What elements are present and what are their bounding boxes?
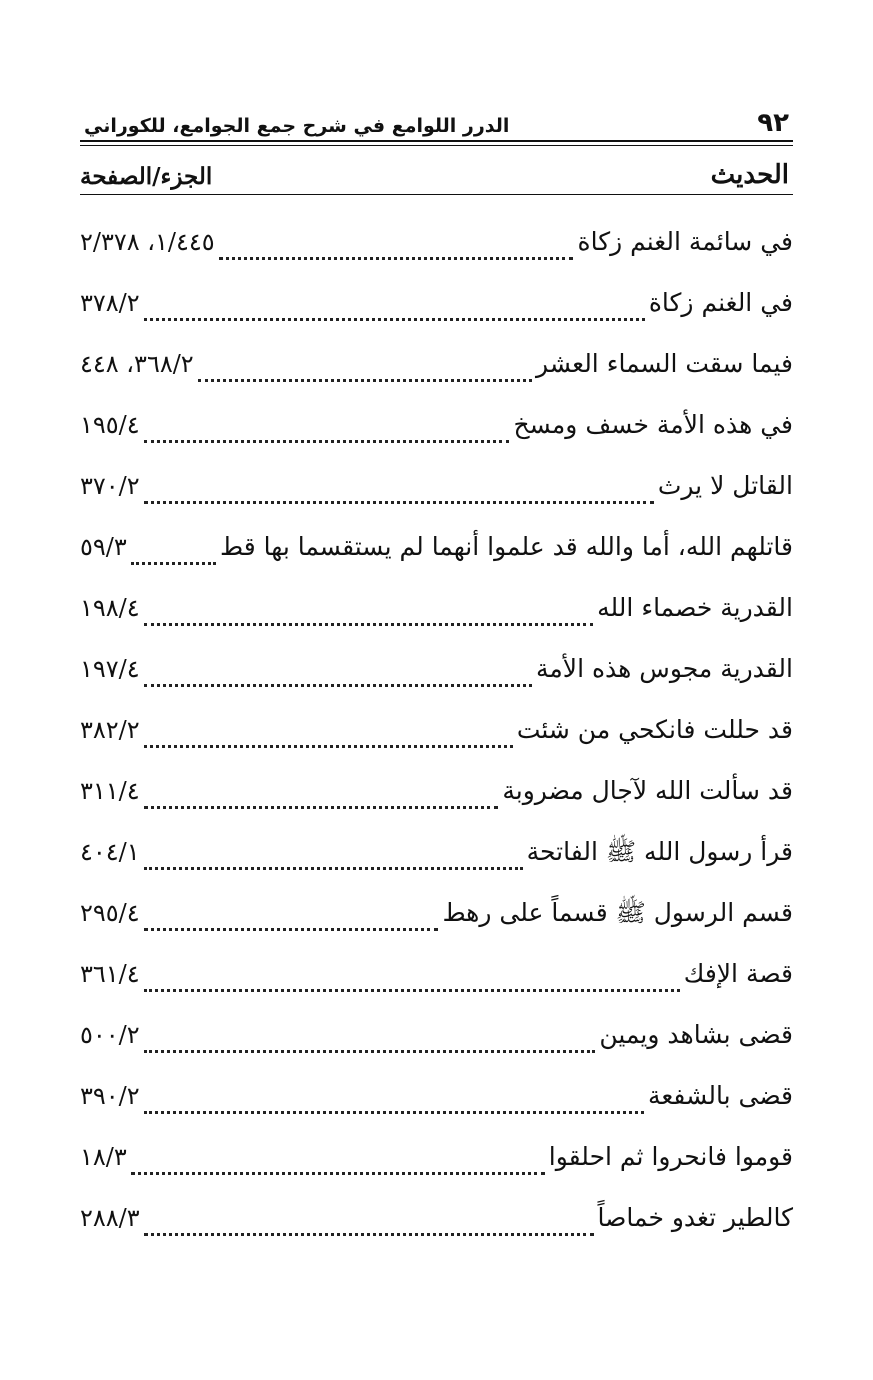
dot-leader — [131, 562, 216, 565]
page-ref: ٣٧٠/٢ — [80, 472, 140, 500]
index-entry — [80, 764, 793, 825]
dot-leader — [144, 501, 654, 504]
page-ref: ١٨/٣ — [80, 1143, 127, 1171]
hadith-text: قصة الإفك — [683, 959, 793, 988]
index-entry — [80, 215, 793, 276]
running-head — [80, 88, 793, 136]
page-ref: ٢٨٨/٣ — [80, 1204, 140, 1232]
dot-leader — [144, 1233, 594, 1236]
index-entry — [80, 703, 793, 764]
hadith-text: قرأ رسول الله ﷺ الفاتحة — [526, 837, 793, 866]
hadith-text: القاتل لا يرث — [657, 471, 793, 500]
hadith-text: القدرية خصماء الله — [597, 593, 793, 622]
column-headers — [80, 146, 793, 190]
hadith-text: قد حللت فانكحي من شئت — [516, 715, 793, 744]
page-ref: ٣٦٨/٢، ٤٤٨ — [80, 350, 194, 378]
index-entry — [80, 337, 793, 398]
page-ref: ٣٦١/٤ — [80, 960, 140, 988]
page-ref: ٣٩٠/٢ — [80, 1082, 140, 1110]
hadith-text: قد سألت الله لآجال مضروبة — [502, 776, 793, 805]
page-ref: ١٩٧/٤ — [80, 655, 140, 683]
dot-leader — [144, 440, 510, 443]
page-ref: ٥٩/٣ — [80, 533, 127, 561]
hadith-index-list — [80, 215, 793, 1252]
index-entry — [80, 825, 793, 886]
index-entry — [80, 947, 793, 1008]
index-entry — [80, 520, 793, 581]
dot-leader — [144, 989, 680, 992]
hadith-text: كالطير تغدو خماصاً — [597, 1203, 793, 1232]
index-entry — [80, 581, 793, 642]
dot-leader — [144, 1050, 596, 1053]
index-entry — [80, 1008, 793, 1069]
column-header-page-ref: الجزء/الصفحة — [80, 163, 213, 190]
page-ref: ١/٤٤٥، ٢/٣٧٨ — [80, 228, 215, 256]
index-entry — [80, 642, 793, 703]
hadith-text: في هذه الأمة خسف ومسخ — [513, 410, 793, 439]
hadith-text: في الغنم زكاة — [648, 288, 793, 317]
page-ref: ٣٧٨/٢ — [80, 289, 140, 317]
dot-leader — [198, 379, 532, 382]
hadith-text: في سائمة الغنم زكاة — [577, 227, 793, 256]
index-entry — [80, 1069, 793, 1130]
book-page — [80, 88, 793, 1252]
index-entry — [80, 886, 793, 947]
hadith-text: قسم الرسول ﷺ قسماً على رهط — [442, 898, 793, 927]
index-entry — [80, 459, 793, 520]
page-ref: ٣١١/٤ — [80, 777, 140, 805]
dot-leader — [144, 1111, 644, 1114]
book-title: الدرر اللوامع في شرح جمع الجوامع، للكوراني — [84, 115, 510, 137]
page-ref: ٣٨٢/٢ — [80, 716, 140, 744]
index-entry — [80, 398, 793, 459]
page-ref: ٥٠٠/٢ — [80, 1021, 140, 1049]
column-header-hadith: الحديث — [710, 160, 789, 190]
page-ref: ٤٠٤/١ — [80, 838, 140, 866]
dot-leader — [144, 806, 499, 809]
dot-leader — [144, 745, 513, 748]
hadith-text: قضى بالشفعة — [647, 1081, 793, 1110]
hadith-text: قضى بشاهد ويمين — [599, 1020, 793, 1049]
index-entry — [80, 276, 793, 337]
dot-leader — [144, 928, 439, 931]
dot-leader — [144, 684, 532, 687]
hadith-text: قاتلهم الله، أما والله قد علموا أنهما لم يستقسما بها قط — [220, 532, 793, 561]
index-entry — [80, 1130, 793, 1191]
column-header-rule — [80, 194, 793, 195]
dot-leader — [144, 623, 593, 626]
index-entry — [80, 1191, 793, 1252]
hadith-text: قوموا فانحروا ثم احلقوا — [548, 1142, 793, 1171]
page-ref: ٢٩٥/٤ — [80, 899, 140, 927]
dot-leader — [144, 867, 523, 870]
dot-leader — [131, 1172, 545, 1175]
hadith-text: القدرية مجوس هذه الأمة — [536, 654, 793, 683]
dot-leader — [144, 318, 645, 321]
hadith-text: فيما سقت السماء العشر — [536, 349, 793, 378]
page-ref: ١٩٨/٤ — [80, 594, 140, 622]
page-ref: ١٩٥/٤ — [80, 411, 140, 439]
dot-leader — [219, 257, 574, 260]
page-number: ٩٢ — [757, 108, 789, 138]
